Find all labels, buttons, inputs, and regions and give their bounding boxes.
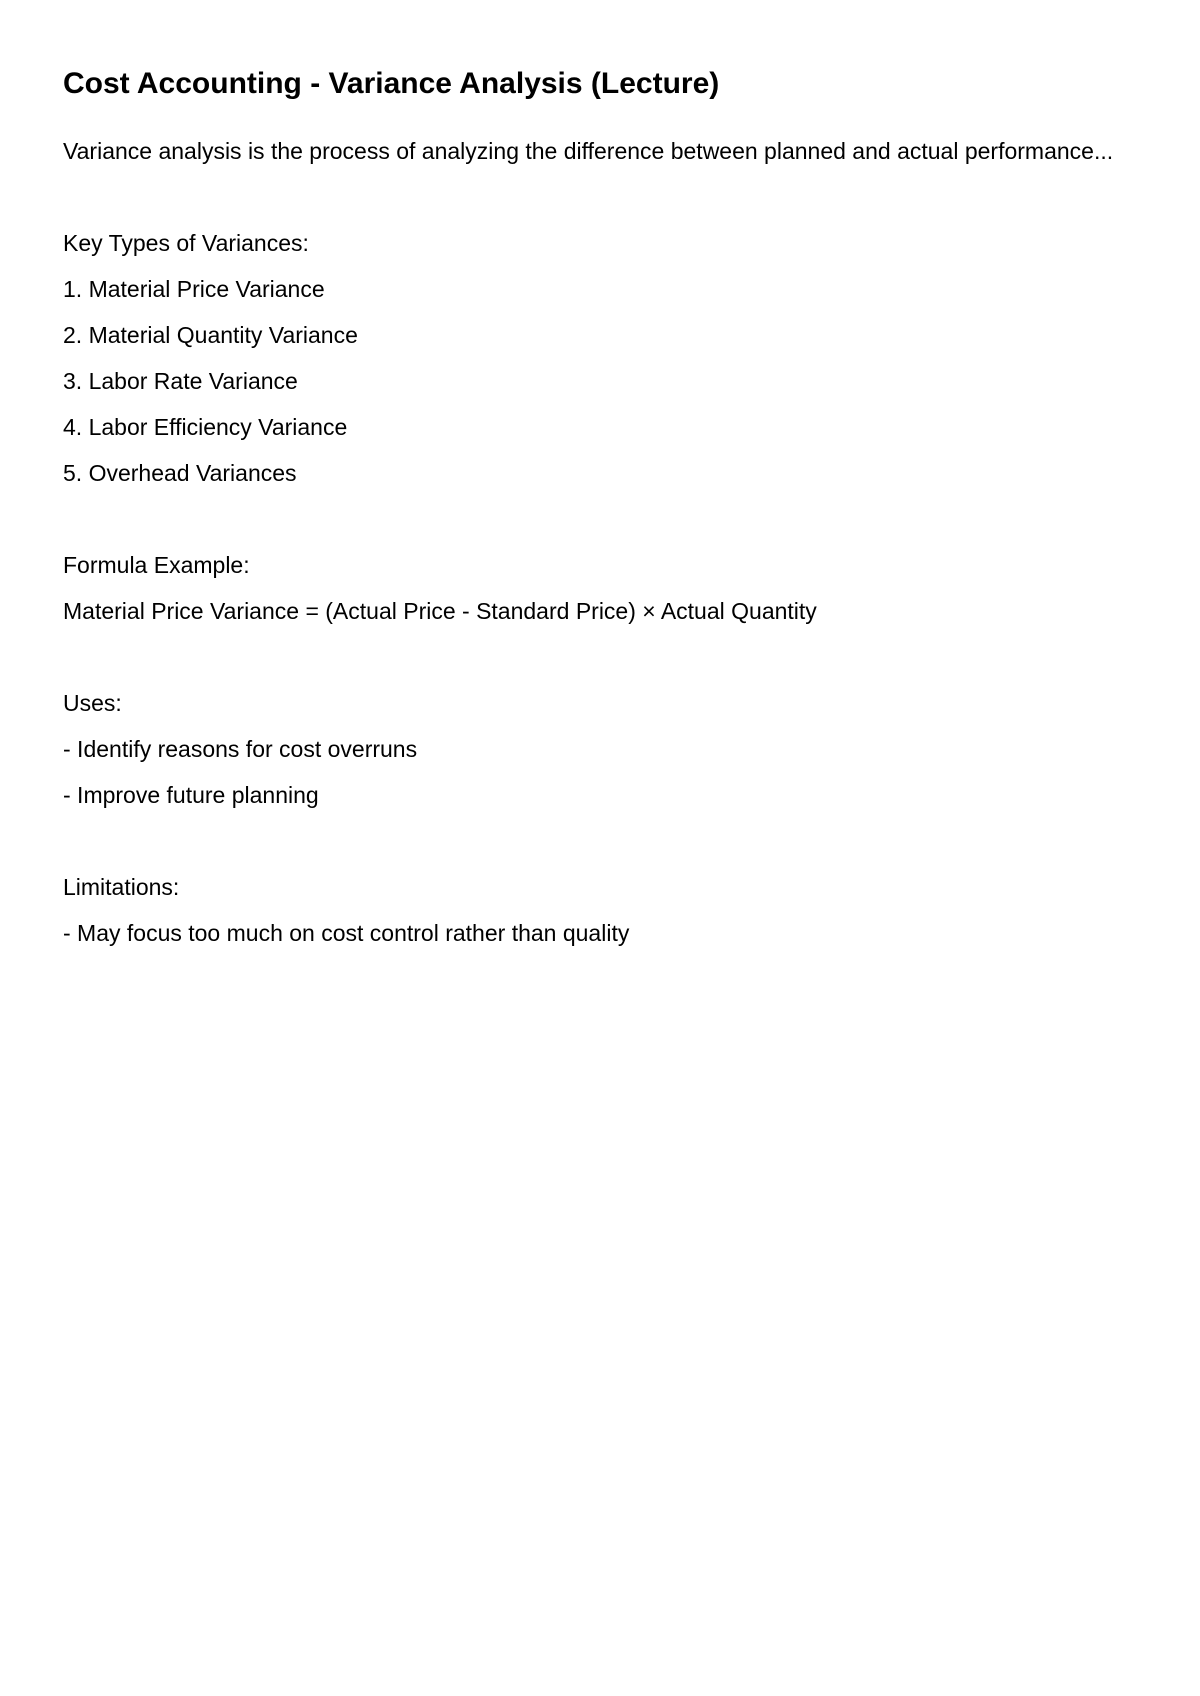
list-item: - Improve future planning: [63, 782, 319, 808]
document-title: Cost Accounting - Variance Analysis (Lecture): [63, 67, 720, 100]
document-page: [63, 62, 1140, 956]
list-item: - Identify reasons for cost overruns: [63, 736, 418, 762]
limitations-section: [63, 864, 1140, 956]
uses-section: [63, 680, 1140, 818]
intro-paragraph: Variance analysis is the process of analyzing the difference between planned and actual performance...: [63, 138, 1114, 164]
formula-heading: Formula Example:: [63, 552, 250, 578]
list-item: 2. Material Quantity Variance: [63, 322, 358, 348]
list-item: 1. Material Price Variance: [63, 276, 325, 302]
formula-section: [63, 542, 1140, 634]
limitations-heading: Limitations:: [63, 874, 180, 900]
key-types-heading: Key Types of Variances:: [63, 230, 309, 256]
list-item: 4. Labor Efficiency Variance: [63, 414, 348, 440]
formula-text: Material Price Variance = (Actual Price - Standard Price) × Actual Quantity: [63, 598, 817, 624]
list-item: 5. Overhead Variances: [63, 460, 297, 486]
list-item: - May focus too much on cost control rather than quality: [63, 920, 630, 946]
key-types-section: [63, 220, 1140, 496]
list-item: 3. Labor Rate Variance: [63, 368, 298, 394]
uses-heading: Uses:: [63, 690, 122, 716]
